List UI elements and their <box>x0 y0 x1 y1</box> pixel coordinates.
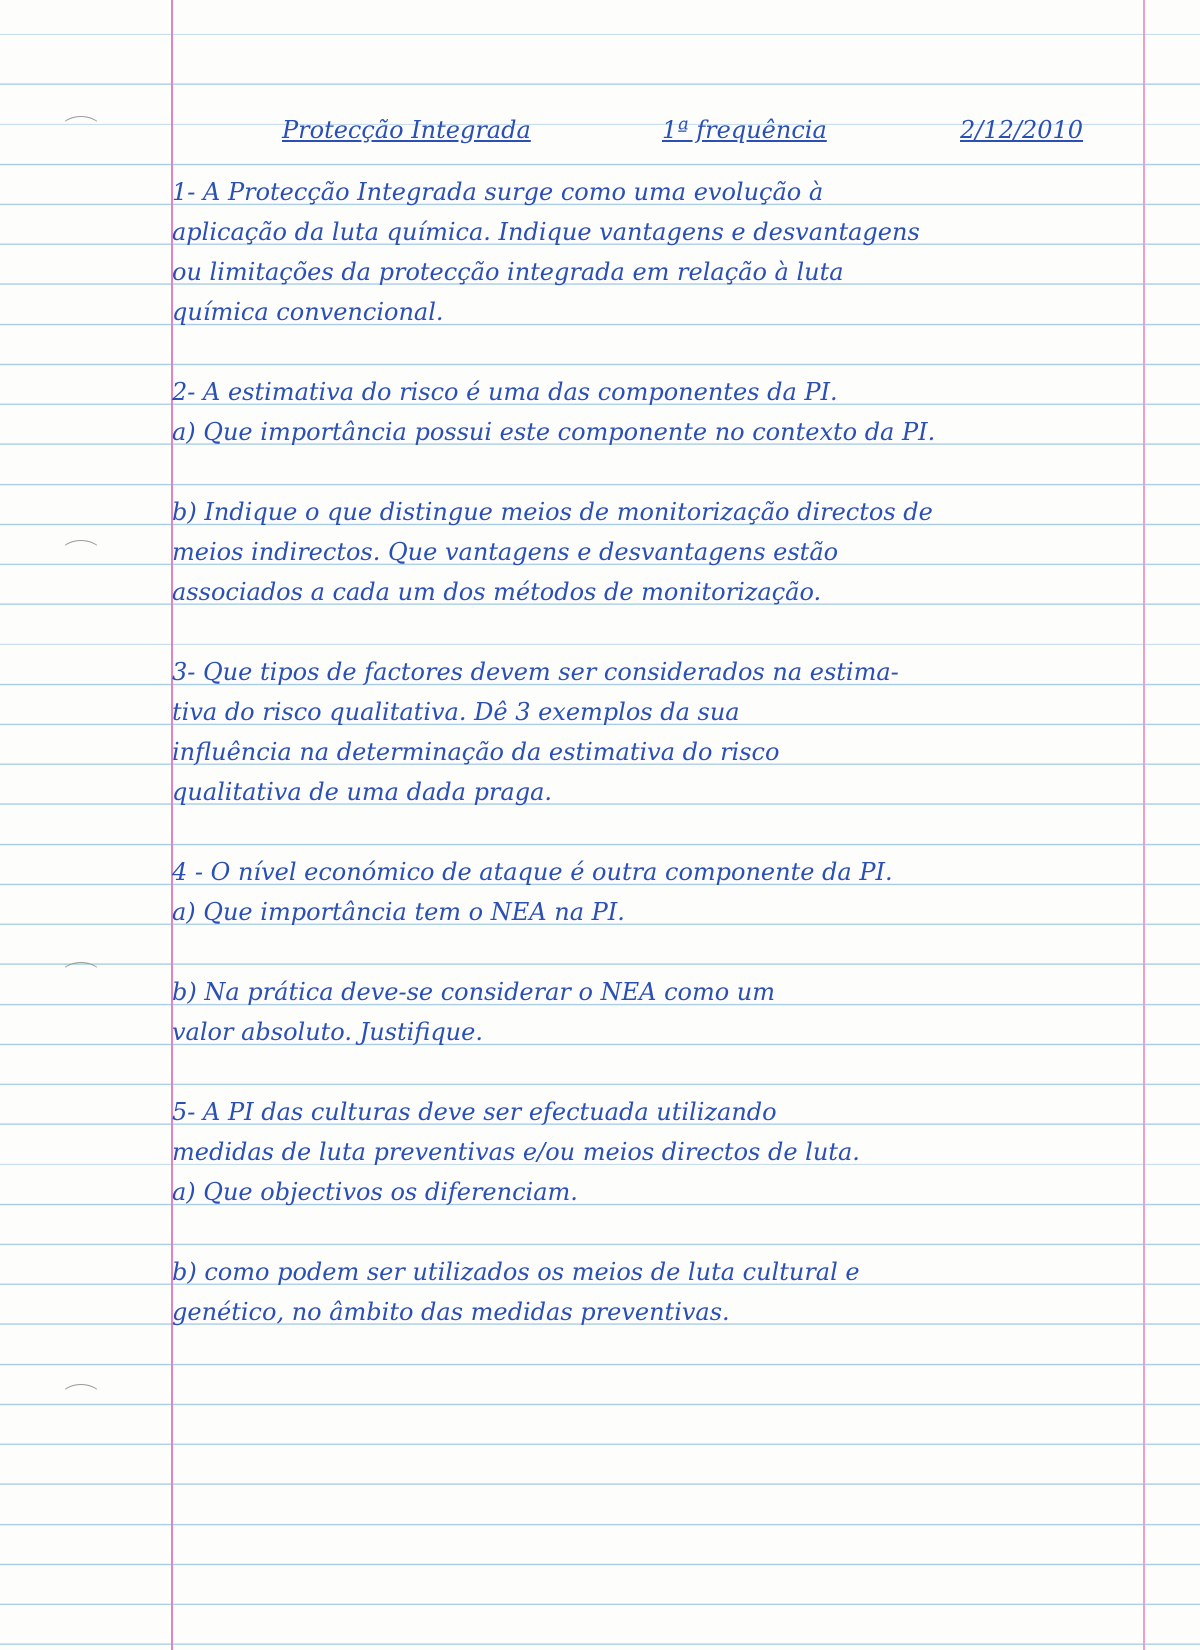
handwritten-line: a) Que objectivos os diferenciam. <box>172 1178 578 1206</box>
handwritten-line: 3- Que tipos de factores devem ser considerados na estima- <box>172 658 899 686</box>
handwritten-line: a) Que importância possui este componente no contexto da PI. <box>172 418 936 446</box>
handwritten-line: b) Indique o que distingue meios de monitorização directos de <box>172 498 933 526</box>
handwritten-line: química convencional. <box>172 298 444 326</box>
right-margin-line <box>1143 0 1145 1650</box>
binder-hole-1 <box>60 116 102 143</box>
binder-hole-4 <box>60 1384 102 1411</box>
handwritten-line: a) Que importância tem o NEA na PI. <box>172 898 625 926</box>
page-header <box>172 110 1132 150</box>
binder-hole-2 <box>60 540 102 567</box>
header-date: 2/12/2010 <box>960 116 1084 144</box>
handwritten-line: ou limitações da protecção integrada em relação à luta <box>172 258 844 286</box>
header-subject: Protecção Integrada <box>282 116 531 144</box>
handwritten-line: influência na determinação da estimativa do risco <box>172 738 780 766</box>
header-exam: 1ª frequência <box>662 116 827 144</box>
handwritten-line: 4 - O nível económico de ataque é outra componente da PI. <box>172 858 893 886</box>
handwritten-line: 5- A PI das culturas deve ser efectuada utilizando <box>172 1098 777 1126</box>
handwritten-line: tiva do risco qualitativa. Dê 3 exemplos da sua <box>172 698 740 726</box>
handwritten-line: genético, no âmbito das medidas preventivas. <box>172 1298 730 1326</box>
handwritten-line: qualitativa de uma dada praga. <box>172 778 553 806</box>
handwritten-line: 1- A Protecção Integrada surge como uma evolução à <box>172 178 824 206</box>
handwritten-line: b) Na prática deve-se considerar o NEA como um <box>172 978 776 1006</box>
handwritten-line: b) como podem ser utilizados os meios de luta cultural e <box>172 1258 860 1286</box>
handwritten-line: valor absoluto. Justifique. <box>172 1018 483 1046</box>
handwritten-line: meios indirectos. Que vantagens e desvantagens estão <box>172 538 839 566</box>
handwritten-line: associados a cada um dos métodos de monitorização. <box>172 578 822 606</box>
handwritten-line: medidas de luta preventivas e/ou meios directos de luta. <box>172 1138 860 1166</box>
binder-hole-3 <box>60 962 102 989</box>
handwritten-line: 2- A estimativa do risco é uma das componentes da PI. <box>172 378 838 406</box>
handwritten-line: aplicação da luta química. Indique vantagens e desvantagens <box>172 218 920 246</box>
